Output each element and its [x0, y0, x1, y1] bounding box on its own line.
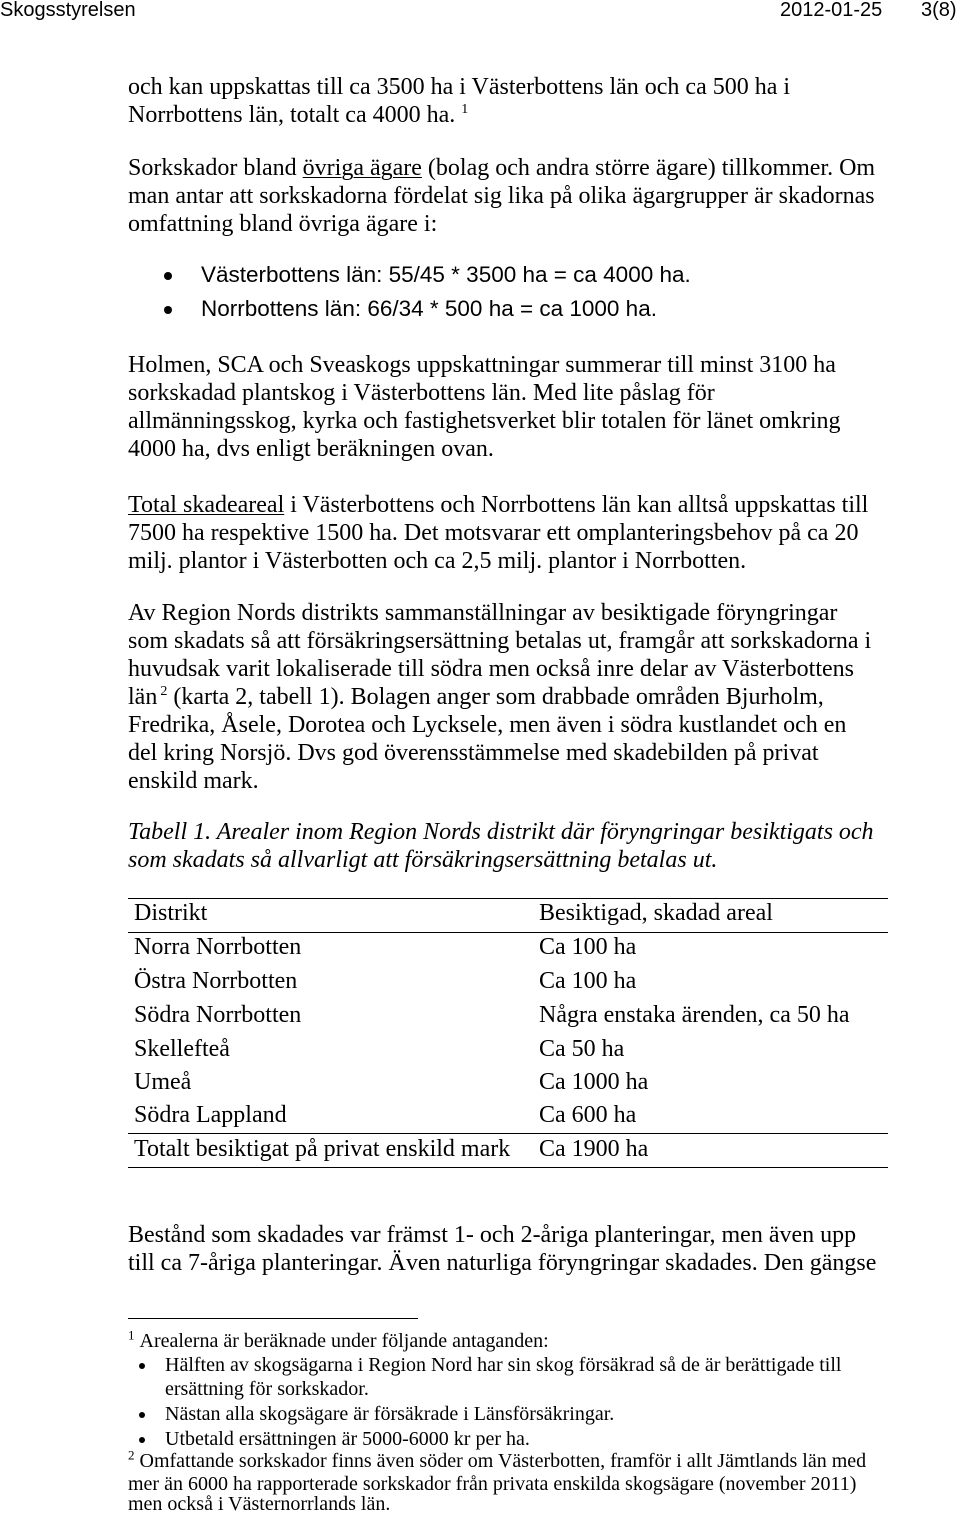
- district-area-table: [128, 897, 888, 1168]
- paragraph-line: [128, 683, 871, 711]
- total-area-cell: Ca 1900 ha: [539, 1136, 649, 1162]
- bullet-icon: [139, 1412, 145, 1418]
- underlined-text: övriga ägare: [302, 155, 422, 181]
- paragraph-line: som skadats så att försäkringsersättning betalas ut, framgår att sorkskadorna i: [128, 628, 872, 654]
- area-cell: Ca 100 ha: [539, 934, 637, 960]
- paragraph-line-text: i Västerbottens och Norrbottens län kan alltså uppskattas till: [284, 492, 869, 518]
- paragraph-line: [128, 491, 868, 519]
- footnote-text: Arealerna är beräknade under följande antaganden:: [139, 1330, 549, 1352]
- caption-line: Tabell 1. Arealer inom Region Nords distrikt där föryngringar besiktigats och: [128, 819, 874, 845]
- paragraph-line: Fredrika, Åsele, Dorotea och Lycksele, men även i södra kustlandet och en: [128, 712, 847, 738]
- footnote-line: men också i Västernorrlands län.: [128, 1493, 391, 1515]
- table-row: [128, 1066, 888, 1100]
- caption-line: som skadats så allvarligt att försäkringsersättning betalas ut.: [128, 847, 718, 873]
- estimate-list-item: [128, 295, 848, 323]
- estimate-list-item: [128, 261, 848, 289]
- paragraph-line-text: (bolag och andra större ägare) tillkommer. Om: [421, 155, 876, 181]
- paragraph-1: [128, 73, 790, 129]
- header-date: 2012-01-25: [780, 0, 883, 21]
- table-row: [128, 1033, 888, 1067]
- paragraph-line: [128, 154, 875, 182]
- bullet-icon: [139, 1363, 145, 1369]
- paragraph-line: huvudsak varit lokaliserade till södra men också inre delar av Västerbottens: [128, 656, 854, 682]
- bullet-icon: [164, 306, 172, 314]
- column-header-district: Distrikt: [134, 900, 208, 926]
- footnote-assumption-line: Utbetald ersättningen är 5000-6000 kr per ha.: [165, 1428, 530, 1450]
- footnote-separator: [128, 1318, 418, 1319]
- bullet-icon: [139, 1437, 145, 1443]
- paragraph-line: 4000 ha, dvs enligt beräkningen ovan.: [128, 436, 494, 462]
- paragraph-line: del kring Norsjö. Dvs god överensstämmelse med skadebilden på privat: [128, 740, 819, 766]
- table-row: [128, 1099, 888, 1133]
- paragraph-line: milj. plantor i Västerbotten och ca 2,5 milj. plantor i Norrbotten.: [128, 548, 747, 574]
- district-cell: Skellefteå: [134, 1036, 230, 1062]
- district-cell: Östra Norrbotten: [134, 968, 298, 994]
- footnote-ref-2: 2: [160, 684, 168, 699]
- paragraph-line-text: (karta 2, tabell 1). Bolagen anger som drabbade områden Bjurholm,: [167, 684, 824, 710]
- paragraph-line: till ca 7-åriga planteringar. Även naturliga föryngringar skadades. Den gängse: [128, 1250, 877, 1276]
- table-row: [128, 965, 888, 999]
- table-header-row: [128, 897, 888, 931]
- area-cell: Ca 50 ha: [539, 1036, 625, 1062]
- paragraph-line: man antar att sorkskadorna fördelat sig lika på olika ägargrupper är skadornas: [128, 183, 875, 209]
- paragraph-5: [128, 599, 871, 795]
- paragraph-line: omfattning bland övriga ägare i:: [128, 211, 438, 237]
- column-header-area: Besiktigad, skadad areal: [539, 900, 773, 926]
- table-row: [128, 999, 888, 1033]
- footnote-ref-1: 1: [461, 102, 469, 117]
- paragraph-6: [128, 1221, 876, 1277]
- paragraph-2: [128, 154, 875, 238]
- paragraph-line: Bestånd som skadades var främst 1- och 2-åriga planteringar, men även upp: [128, 1222, 857, 1248]
- header-page-number: 3(8): [921, 0, 957, 21]
- footnote-text: Omfattande sorkskador finns även söder om Västerbotten, framför i allt Jämtlands län med: [139, 1450, 867, 1472]
- footnote-assumption-line: ersättning för sorkskador.: [165, 1378, 369, 1400]
- paragraph-line: sorkskadad plantskog i Västerbottens län. Med lite påslag för: [128, 380, 715, 406]
- footnote-line: mer än 6000 ha rapporterade sorkskador från privata enskilda skogsägare (november 2011): [128, 1473, 857, 1495]
- paragraph-line: enskild mark.: [128, 768, 259, 794]
- bullet-icon: [164, 272, 172, 280]
- footnote-assumption-line: Hälften av skogsägarna i Region Nord har sin skog försäkrad så de är berättigade till: [165, 1354, 842, 1376]
- footnote-number: 2: [128, 1447, 135, 1463]
- paragraph-line: [128, 101, 790, 129]
- paragraph-line: och kan uppskattas till ca 3500 ha i Västerbottens län och ca 500 ha i: [128, 74, 791, 100]
- paragraph-3: [128, 351, 841, 463]
- paragraph-line-text: län: [128, 684, 158, 710]
- paragraph-line: 7500 ha respektive 1500 ha. Det motsvarar ett omplanteringsbehov på ca 20: [128, 520, 859, 546]
- table-caption: [128, 818, 874, 874]
- paragraph-4: [128, 491, 868, 575]
- area-cell: Några enstaka ärenden, ca 50 ha: [539, 1002, 850, 1028]
- header-organization: Skogsstyrelsen: [0, 0, 136, 21]
- estimate-text: Norrbottens län: 66/34 * 500 ha = ca 1000 ha.: [201, 296, 657, 321]
- area-cell: Ca 600 ha: [539, 1102, 637, 1128]
- estimate-text: Västerbottens län: 55/45 * 3500 ha = ca 4000 ha.: [201, 262, 691, 287]
- total-label-cell: Totalt besiktigat på privat enskild mark: [134, 1136, 511, 1162]
- footnote-number: 1: [128, 1327, 135, 1343]
- paragraph-line: Holmen, SCA och Sveaskogs uppskattningar summerar till minst 3100 ha: [128, 352, 836, 378]
- table-row: [128, 931, 888, 965]
- table-rule-bottom: [128, 1167, 888, 1168]
- district-cell: Södra Norrbotten: [134, 1002, 302, 1028]
- footnote-1: [128, 1327, 549, 1352]
- footnote-2: [128, 1447, 867, 1472]
- paragraph-line: Av Region Nords distrikts sammanställningar av besiktigade föryngringar: [128, 600, 838, 626]
- underlined-text: Total skadeareal: [128, 492, 285, 518]
- district-cell: Norra Norrbotten: [134, 934, 302, 960]
- area-cell: Ca 1000 ha: [539, 1069, 649, 1095]
- area-cell: Ca 100 ha: [539, 968, 637, 994]
- footnote-assumption-line: Nästan alla skogsägare är försäkrade i Länsförsäkringar.: [165, 1403, 615, 1425]
- paragraph-line-text: Sorkskador bland: [128, 155, 303, 181]
- district-cell: Södra Lappland: [134, 1102, 287, 1128]
- table-total-row: [128, 1133, 888, 1167]
- paragraph-line-text: Norrbottens län, totalt ca 4000 ha.: [128, 102, 456, 128]
- district-cell: Umeå: [134, 1069, 192, 1095]
- paragraph-line: allmänningsskog, kyrka och fastighetsverket blir totalen för länet omkring: [128, 408, 841, 434]
